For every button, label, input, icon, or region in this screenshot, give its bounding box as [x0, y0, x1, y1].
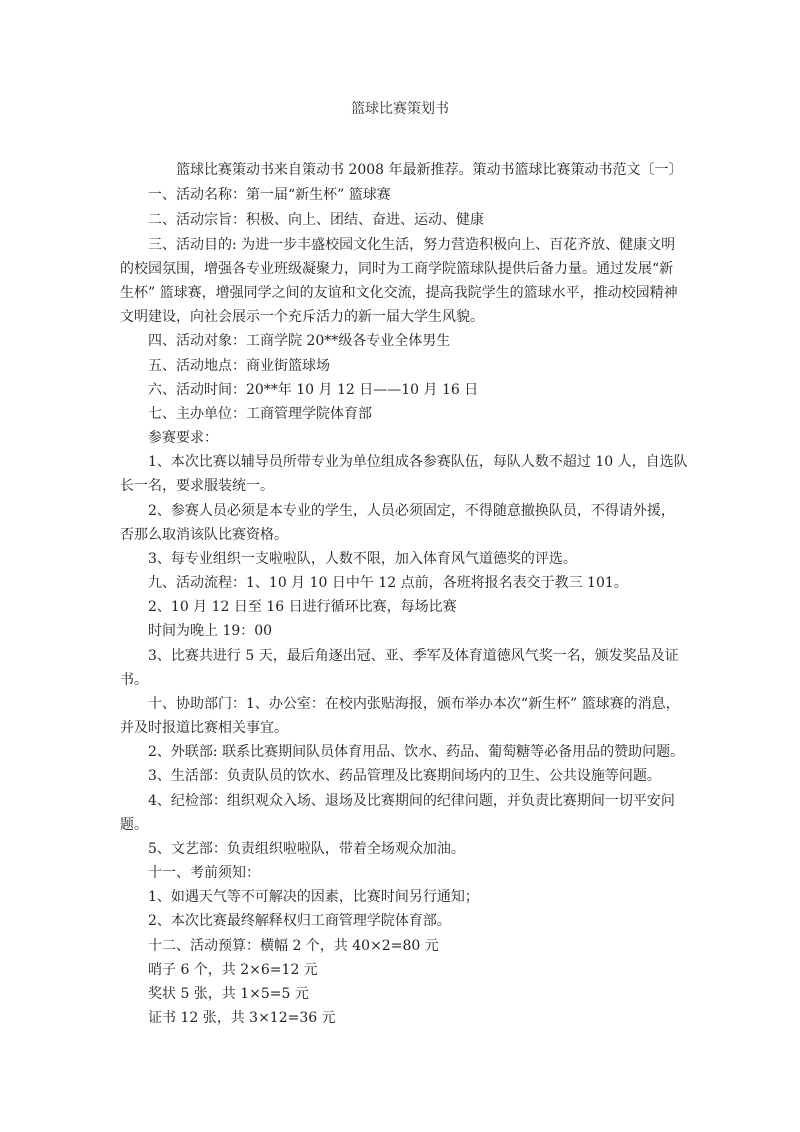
paragraph-line: 1、本次比赛以辅导员所带专业为单位组成各参赛队伍，每队人数不超过 10 人，自选队	[148, 454, 688, 470]
paragraph-line: 4、纪检部：组织观众入场、退场及比赛期间的纪律问题，并负责比赛期间一切平安问	[148, 793, 675, 809]
paragraph-line: 一、活动名称：第一届“新生杯” 篮球赛	[148, 187, 391, 203]
paragraph-line: 1、如遇天气等不可解决的因素，比赛时间另行通知；	[148, 889, 479, 905]
paragraph-line: 3、比赛共进行 5 天，最后角逐出冠、亚、季军及体育道德风气奖一名，颁发奖品及证	[148, 648, 679, 664]
paragraph-line: 哨子 6 个，共 2×6=12 元	[148, 962, 318, 978]
document-title: 篮球比赛策划书	[351, 101, 449, 117]
paragraph-line: 的校园氛围，增强各专业班级凝聚力，同时为工商学院篮球队提供后备力量。通过发展“新	[120, 261, 674, 277]
paragraph-line: 四、活动对象：工商学院 20**级各专业全体男生	[148, 333, 451, 349]
paragraph-line: 十一、考前须知：	[148, 865, 260, 881]
paragraph-line: 2、参赛人员必须是本专业的学生，人员必须固定，不得随意撤换队员，不得请外援，	[148, 503, 675, 519]
paragraph-line: 三、活动目的: 为进一步丰盛校园文化生活，努力营造积极向上、百花齐放、健康文明	[148, 237, 676, 253]
paragraph-line: 二、活动宗旨：积极、向上、团结、奋进、运动、健康	[148, 212, 484, 228]
paragraph-line: 题。	[120, 817, 148, 833]
paragraph-line: 5、文艺部：负责组织啦啦队，带着全场观众加油。	[148, 841, 465, 857]
paragraph-line: 五、活动地点：商业街篮球场	[148, 358, 330, 374]
paragraph-line: 否那么取消该队比赛资格。	[120, 527, 288, 543]
paragraph-line: 2、外联部: 联系比赛期间队员体育用品、饮水、药品、葡萄糖等必备用品的赞助问题。	[148, 744, 685, 760]
paragraph-line: 时间为晚上 19：00	[148, 623, 273, 639]
paragraph-line: 篮球比赛策动书来自策动书 2008 年最新推荐。策动书篮球比赛策动书范文〔一〕	[176, 162, 683, 178]
paragraph-line: 七、主办单位：工商管理学院体育部	[148, 406, 372, 422]
paragraph-line: 文明建设，向社会展示一个充斥活力的新一届大学生风貌。	[120, 309, 484, 325]
paragraph-line: 2、本次比赛最终解释权归工商管理学院体育部。	[148, 913, 451, 929]
paragraph-line: 参赛要求：	[148, 430, 218, 446]
paragraph-line: 生杯” 篮球赛，增强同学之间的友谊和文化交流，提高我院学生的篮球水平，推动校园精神	[120, 285, 678, 301]
paragraph-line: 书。	[120, 672, 148, 688]
paragraph-line: 九、活动流程：1、10 月 10 日中午 12 点前，各班将报名表交于教三 101。	[148, 575, 628, 591]
paragraph-line: 十二、活动预算：横幅 2 个，共 40×2=80 元	[148, 938, 439, 954]
paragraph-line: 奖状 5 张，共 1×5=5 元	[148, 986, 309, 1002]
paragraph-line: 2、10 月 12 日至 16 日进行循环比赛，每场比赛	[148, 599, 457, 615]
paragraph-line: 3、每专业组织一支啦啦队，人数不限，加入体育风气道德奖的评选。	[148, 551, 577, 567]
paragraph-line: 长一名，要求服装统一。	[120, 478, 274, 494]
paragraph-line: 3、生活部：负责队员的饮水、药品管理及比赛期间场内的卫生、公共设施等问题。	[148, 768, 661, 784]
paragraph-line: 六、活动时间：20**年 10 月 12 日——10 月 16 日	[148, 382, 479, 398]
paragraph-line: 并及时报道比赛相关事宜。	[120, 720, 288, 736]
paragraph-line: 十、协助部门：1、办公室：在校内张贴海报，颁布举办本次“新生杯” 篮球赛的消息，	[148, 696, 680, 712]
paragraph-line: 证书 12 张，共 3×12=36 元	[148, 1010, 336, 1026]
